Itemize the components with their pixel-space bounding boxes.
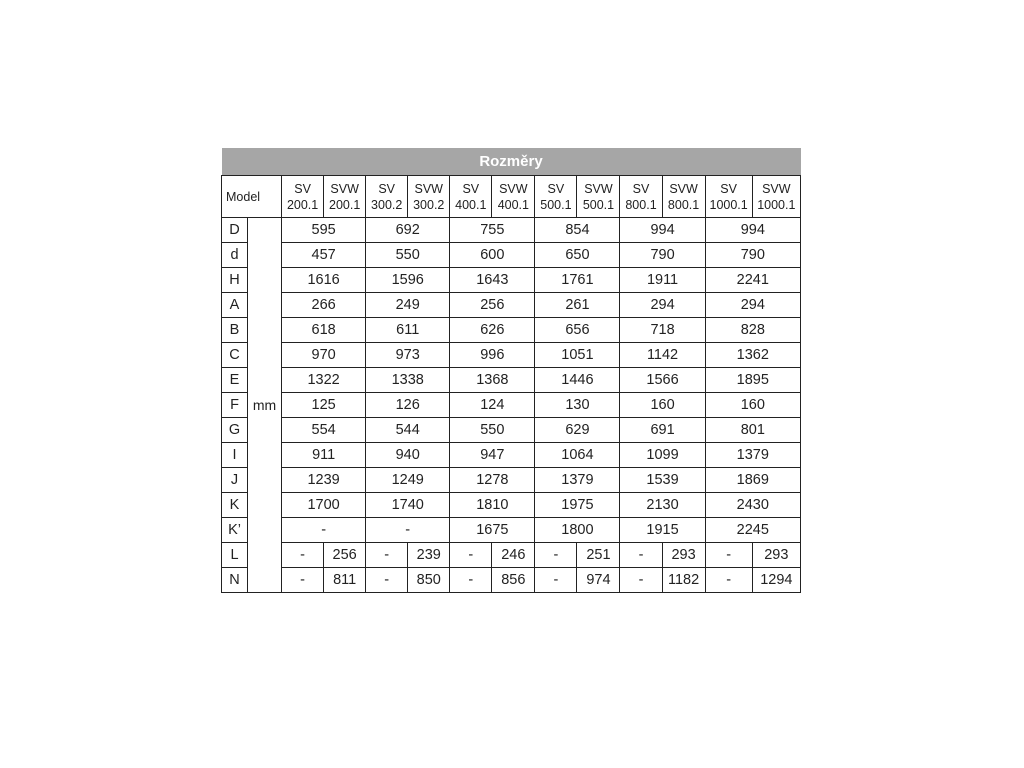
value-cell: 2241 [705,268,800,293]
model-name: SV [378,181,396,196]
row-label: A [222,293,248,318]
value-cell: 256 [324,543,366,568]
value-cell: 126 [366,393,450,418]
table-row [222,568,801,593]
value-cell: 856 [492,568,535,593]
value-cell: 940 [366,443,450,468]
value-cell: 691 [620,418,705,443]
model-name: SV [462,181,480,196]
value-cell: 261 [535,293,620,318]
row-label: G [222,418,248,443]
row-label: B [222,318,248,343]
value-cell: - [282,568,324,593]
model-header-cell [620,176,662,218]
value-cell: 1099 [620,443,705,468]
value-cell: 595 [282,218,366,243]
model-header-cell [492,176,535,218]
row-label: J [222,468,248,493]
value-cell: 1362 [705,343,800,368]
value-cell: 246 [492,543,535,568]
value-cell: 1700 [282,493,366,518]
value-cell: 828 [705,318,800,343]
value-cell: - [366,543,408,568]
value-cell: 550 [366,243,450,268]
value-cell: 947 [450,443,535,468]
value-cell: - [366,568,408,593]
model-size: 400.1 [455,197,487,212]
value-cell: 256 [450,293,535,318]
model-size: 800.1 [625,197,657,212]
table-row [222,268,801,293]
value-cell: 618 [282,318,366,343]
value-cell: 1051 [535,343,620,368]
value-cell: 994 [705,218,800,243]
row-label: K [222,493,248,518]
value-cell: 911 [282,443,366,468]
value-cell: - [282,518,366,543]
value-cell: 160 [620,393,705,418]
value-cell: 266 [282,293,366,318]
table-row [222,368,801,393]
value-cell: 1379 [705,443,800,468]
value-cell: 650 [535,243,620,268]
value-cell: 626 [450,318,535,343]
value-cell: 854 [535,218,620,243]
model-name: SVW [669,181,698,196]
table-title: Rozměry [222,148,801,176]
model-name: SVW [762,181,791,196]
table-row [222,468,801,493]
value-cell: 293 [752,543,800,568]
table-row [222,518,801,543]
value-cell: 1294 [752,568,800,593]
model-size: 800.1 [667,197,700,212]
value-cell: 124 [450,393,535,418]
value-cell: 1239 [282,468,366,493]
value-cell: 1322 [282,368,366,393]
value-cell: 130 [535,393,620,418]
value-cell: 249 [366,293,450,318]
value-cell: - [620,568,662,593]
value-cell: - [535,568,577,593]
model-header-cell [705,176,752,218]
value-cell: 1182 [662,568,705,593]
model-size: 1000.1 [709,197,748,212]
value-cell: 550 [450,418,535,443]
value-cell: 1142 [620,343,705,368]
model-header-cell [450,176,492,218]
model-header-cell [662,176,705,218]
model-name: SVW [584,181,613,196]
value-cell: 1895 [705,368,800,393]
model-size: 200.1 [286,197,319,212]
value-cell: 755 [450,218,535,243]
table-row [222,293,801,318]
value-cell: 125 [282,393,366,418]
value-cell: 973 [366,343,450,368]
value-cell: - [366,518,450,543]
model-name: SVW [330,181,359,196]
row-label: F [222,393,248,418]
table-row [222,493,801,518]
value-cell: 239 [408,543,450,568]
value-cell: 811 [324,568,366,593]
row-label: E [222,368,248,393]
value-cell: 1616 [282,268,366,293]
model-size: 200.1 [329,197,361,212]
row-label: K’ [222,518,248,543]
value-cell: 293 [662,543,705,568]
value-cell: 1278 [450,468,535,493]
value-cell: 1539 [620,468,705,493]
value-cell: 600 [450,243,535,268]
value-cell: 2430 [705,493,800,518]
row-label: N [222,568,248,593]
value-cell: 294 [620,293,705,318]
row-label: d [222,243,248,268]
value-cell: 1446 [535,368,620,393]
value-cell: 2245 [705,518,800,543]
value-cell: 1800 [535,518,620,543]
value-cell: - [705,543,752,568]
value-cell: - [450,568,492,593]
value-cell: 1761 [535,268,620,293]
model-size: 400.1 [497,197,529,212]
model-size: 500.1 [540,197,572,212]
value-cell: 996 [450,343,535,368]
value-cell: 1869 [705,468,800,493]
unit-cell: mm [248,218,282,593]
value-cell: 1064 [535,443,620,468]
model-header-cell [324,176,366,218]
value-cell: 1249 [366,468,450,493]
value-cell: 1368 [450,368,535,393]
row-label: C [222,343,248,368]
row-label: D [222,218,248,243]
model-name: SV [547,181,565,196]
model-header-cell [366,176,408,218]
value-cell: 974 [577,568,620,593]
table-row [222,393,801,418]
value-cell: 970 [282,343,366,368]
dimensions-table [221,148,801,593]
value-cell: 994 [620,218,705,243]
value-cell: - [705,568,752,593]
value-cell: 790 [620,243,705,268]
model-header-cell [535,176,577,218]
table-row [222,543,801,568]
value-cell: 1596 [366,268,450,293]
table-row [222,218,801,243]
value-cell: - [450,543,492,568]
value-cell: 160 [705,393,800,418]
value-cell: - [620,543,662,568]
value-cell: 1566 [620,368,705,393]
model-header-label: Model [222,176,282,218]
model-name: SVW [414,181,443,196]
value-cell: 692 [366,218,450,243]
value-cell: 629 [535,418,620,443]
value-cell: 1911 [620,268,705,293]
model-name: SV [294,181,311,196]
value-cell: 1643 [450,268,535,293]
value-cell: 1675 [450,518,535,543]
model-name: SV [720,181,737,196]
value-cell: 790 [705,243,800,268]
value-cell: 718 [620,318,705,343]
value-cell: - [282,543,324,568]
value-cell: 801 [705,418,800,443]
value-cell: 1338 [366,368,450,393]
value-cell: 544 [366,418,450,443]
model-header-cell [408,176,450,218]
model-header-cell [282,176,324,218]
model-size: 300.2 [371,197,403,212]
model-size: 300.2 [413,197,445,212]
value-cell: 611 [366,318,450,343]
table-row [222,443,801,468]
table-row [222,318,801,343]
table-row [222,418,801,443]
table-row [222,343,801,368]
value-cell: 457 [282,243,366,268]
value-cell: 1379 [535,468,620,493]
value-cell: 1975 [535,493,620,518]
model-size: 500.1 [582,197,615,212]
value-cell: - [535,543,577,568]
value-cell: 850 [408,568,450,593]
value-cell: 1915 [620,518,705,543]
row-label: I [222,443,248,468]
value-cell: 251 [577,543,620,568]
model-header-cell [577,176,620,218]
table-row [222,243,801,268]
value-cell: 1740 [366,493,450,518]
model-header-cell [752,176,800,218]
value-cell: 1810 [450,493,535,518]
model-name: SVW [499,181,528,196]
value-cell: 656 [535,318,620,343]
row-label: L [222,543,248,568]
value-cell: 2130 [620,493,705,518]
value-cell: 294 [705,293,800,318]
value-cell: 554 [282,418,366,443]
row-label: H [222,268,248,293]
model-size: 1000.1 [757,197,796,212]
model-name: SV [632,181,650,196]
